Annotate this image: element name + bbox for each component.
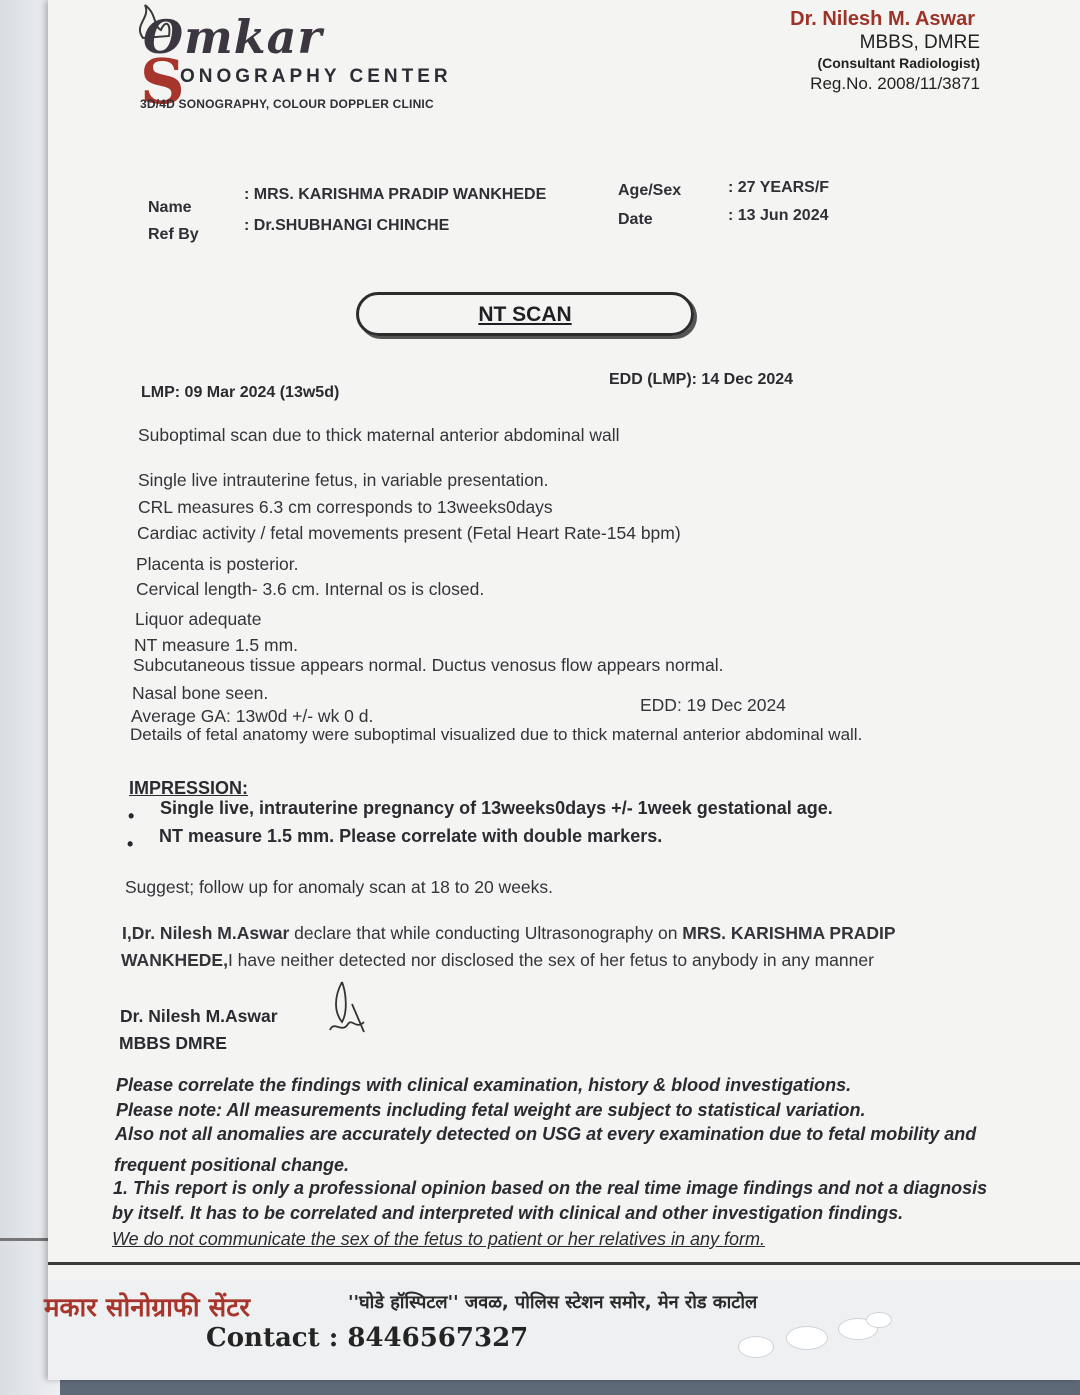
footer-contact: Contact : 8446567327 [206,1323,529,1353]
left-divider [0,1238,50,1241]
doctor-qualification: MBBS, DMRE [859,32,980,53]
declaration-line-2 [121,950,874,971]
suboptimal-note: Suboptimal scan due to thick maternal anterior abdominal wall [138,425,620,445]
impression-heading: IMPRESSION: [129,778,249,798]
logo-name: Omkar [143,10,323,64]
ref-label: Ref By [148,226,199,243]
footer-address: ''घोडे हॉस्पिटल'' जवळ, पोलिस स्टेशन समोर, मेन रोड काटोल [348,1292,758,1313]
date-value: : 13 Jun 2024 [728,207,829,224]
impression-item: Single live, intrauterine pregnancy of 13weeks0days +/- 1week gestational age. [160,798,833,818]
declaration-line-1 [122,923,896,944]
finding-line: NT measure 1.5 mm. [134,635,299,655]
disclaimer-line: Also not all anomalies are accurately detected on USG at every examination due to fetal mobility and [115,1124,977,1144]
doctor-reg-no: Reg.No. 2008/11/3871 [810,74,980,93]
signature-name: Dr. Nilesh M.Aswar [120,1006,278,1026]
signature-mark [312,972,382,1042]
disclaimer-line: frequent positional change. [114,1155,350,1175]
signature-qualification: MBBS DMRE [119,1033,227,1053]
declaration-doctor: I,Dr. Nilesh M.Aswar [122,923,290,943]
finding-line: Cervical length- 3.6 cm. Internal os is closed. [136,579,485,599]
doctor-name: Dr. Nilesh M. Aswar [790,8,975,30]
date-label: Date [618,211,653,228]
logo-initial: S [140,45,185,118]
finding-line: Liquor adequate [135,609,262,629]
lmp: LMP: 09 Mar 2024 (13w5d) [141,384,340,401]
doctor-role: (Consultant Radiologist) [817,55,980,71]
name-label: Name [148,199,192,216]
declaration-patient-surname: WANKHEDE, [121,950,228,970]
impression-item: NT measure 1.5 mm. Please correlate with double markers. [159,826,663,846]
declaration-text: declare that while conducting Ultrasonography on [289,923,683,943]
declaration-patient: MRS. KARISHMA PRADIP [682,923,896,943]
edd-lmp: EDD (LMP): 14 Dec 2024 [609,371,794,388]
finding-line: Average GA: 13w0d +/- wk 0 d. [131,706,374,726]
name-value: : MRS. KARISHMA PRADIP WANKHEDE [244,186,547,203]
clinic-tagline: 3D/4D SONOGRAPHY, COLOUR DOPPLER CLINIC [140,97,434,111]
finding-line: Nasal bone seen. [132,683,269,703]
bullet-dot-icon: • [128,806,135,826]
disclaimer-no-sex-disclosure: We do not communicate the sex of the fetus to patient or her relatives in any form. [112,1229,766,1249]
disclaimer-line: Please correlate the findings with clinical examination, history & blood investigations. [116,1075,852,1095]
finding-line: Subcutaneous tissue appears normal. Ductus venosus flow appears normal. [133,655,724,675]
disclaimer-line: by itself. It has to be correlated and interpreted with clinical and other investigation findings. [112,1203,904,1223]
report-title: NT SCAN [478,303,572,326]
suggestion: Suggest; follow up for anomaly scan at 18 to 20 weeks. [125,877,554,897]
declaration-text: I have neither detected nor disclosed the sex of her fetus to anybody in any manner [227,950,874,970]
footer-clinic-marathi: मकार सोनोग्राफी सेंटर [44,1293,250,1323]
edd: EDD: 19 Dec 2024 [640,695,786,715]
report-title-box [356,292,694,336]
finding-line: CRL measures 6.3 cm corresponds to 13weeks0days [138,497,553,517]
disclaimer-line: 1. This report is only a professional opinion based on the real time image findings and not a diagnosis [113,1178,988,1198]
footer-decor-dot [738,1336,774,1358]
ref-value: : Dr.SHUBHANGI CHINCHE [244,217,450,234]
disclaimer-line: Please note: All measurements including fetal weight are subject to statistical variation. [116,1100,866,1120]
report-page [44,0,1080,1380]
finding-line: Cardiac activity / fetal movements present (Fetal Heart Rate-154 bpm) [137,523,681,543]
footer-decor-dot [786,1326,828,1350]
logo-subtitle: ONOGRAPHY CENTER [180,66,452,87]
finding-line: Details of fetal anatomy were suboptimal visualized due to thick maternal anterior abdominal wall. [130,725,863,744]
finding-line: Placenta is posterior. [136,554,299,574]
footer-divider [48,1262,1080,1265]
age-label: Age/Sex [618,182,682,199]
footer-decor-dot [866,1312,892,1328]
finding-line: Single live intrauterine fetus, in variable presentation. [138,470,549,490]
age-value: : 27 YEARS/F [728,179,830,196]
bullet-dot-icon: • [127,834,134,854]
